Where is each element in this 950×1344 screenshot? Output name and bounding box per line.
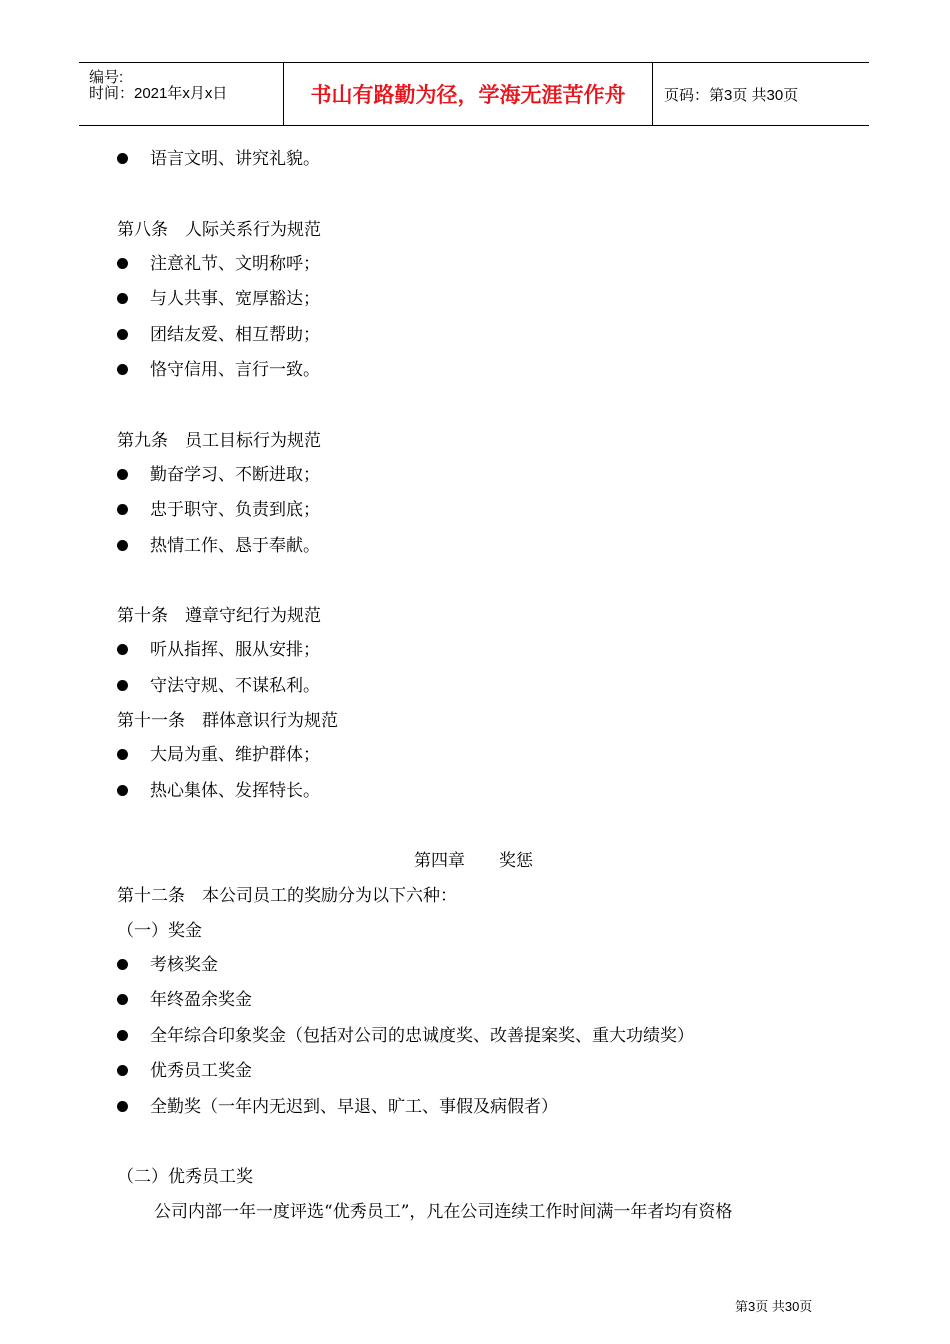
section-2-title: （二）优秀员工奖	[117, 1167, 253, 1187]
footer-page-number: 第3页 共30页	[735, 1299, 813, 1314]
bullet-icon	[117, 329, 128, 340]
bullet-icon	[117, 785, 128, 796]
section-1-title: （一）奖金	[117, 921, 202, 941]
bullet-icon	[117, 959, 128, 970]
bullet-icon	[117, 680, 128, 691]
list-item: 优秀员工奖金	[150, 1061, 252, 1081]
list-item: 语言文明、讲究礼貌。	[150, 149, 320, 169]
article-10-title: 第十条 遵章守纪行为规范	[117, 606, 321, 626]
bullet-icon	[117, 504, 128, 515]
bullet-icon	[117, 1101, 128, 1112]
list-item: 注意礼节、文明称呼；	[150, 254, 320, 274]
bullet-icon	[117, 994, 128, 1005]
document-number-label: 编号:	[89, 69, 124, 86]
list-item: 考核奖金	[150, 955, 218, 975]
bullet-icon	[117, 364, 128, 375]
article-11-title: 第十一条 群体意识行为规范	[117, 711, 338, 731]
bullet-icon	[117, 258, 128, 269]
header-meta-cell	[79, 63, 284, 125]
bullet-icon	[117, 153, 128, 164]
bullet-icon	[117, 644, 128, 655]
list-item: 团结友爱、相互帮助；	[150, 325, 320, 345]
article-12-title: 第十二条 本公司员工的奖励分为以下六种：	[117, 886, 457, 906]
section-2-paragraph: 公司内部一年一度评选“优秀员工”，凡在公司连续工作时间满一年者均有资格	[154, 1202, 733, 1222]
article-8-title: 第八条 人际关系行为规范	[117, 220, 321, 240]
list-item: 听从指挥、服从安排；	[150, 640, 320, 660]
bullet-icon	[117, 1030, 128, 1041]
list-item: 全勤奖（一年内无迟到、早退、旷工、事假及病假者）	[150, 1097, 558, 1117]
header-page-info: 页码：第3页 共30页	[664, 86, 799, 104]
list-item: 守法守规、不谋私利。	[150, 676, 320, 696]
list-item: 热心集体、发挥特长。	[150, 781, 320, 801]
list-item: 年终盈余奖金	[150, 990, 252, 1010]
list-item: 热情工作、恳于奉献。	[150, 536, 320, 556]
list-item: 与人共事、宽厚豁达；	[150, 289, 320, 309]
chapter-4-heading: 第四章 奖惩	[414, 851, 533, 871]
bullet-icon	[117, 749, 128, 760]
article-9-title: 第九条 员工目标行为规范	[117, 431, 321, 451]
list-item: 忠于职守、负责到底；	[150, 500, 320, 520]
bullet-icon	[117, 1065, 128, 1076]
list-item: 恪守信用、言行一致。	[150, 360, 320, 380]
list-item: 大局为重、维护群体；	[150, 745, 320, 765]
header-table	[79, 62, 869, 126]
list-item: 全年综合印象奖金（包括对公司的忠诚度奖、改善提案奖、重大功绩奖）	[150, 1026, 694, 1046]
bullet-icon	[117, 293, 128, 304]
header-motto: 书山有路勤为径，学海无涯苦作舟	[284, 63, 653, 125]
list-item: 勤奋学习、不断进取；	[150, 465, 320, 485]
bullet-icon	[117, 469, 128, 480]
document-date-label: 时间：2021年x月x日	[89, 85, 228, 102]
bullet-icon	[117, 540, 128, 551]
